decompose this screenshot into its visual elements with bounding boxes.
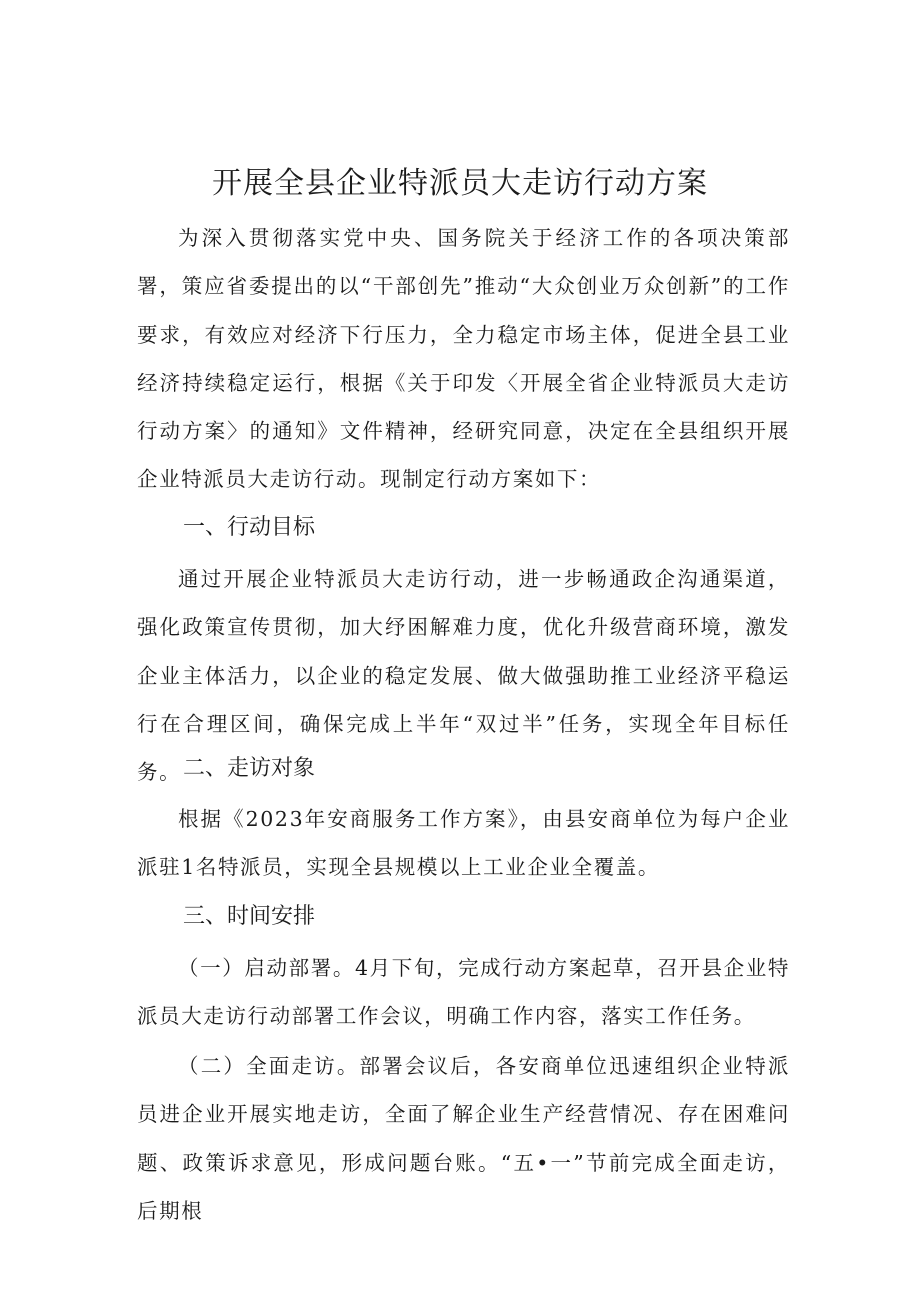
section-heading-targets: 二、走访对象 bbox=[183, 756, 316, 781]
document-title: 开展全县企业特派员大走访行动方案 bbox=[212, 166, 708, 202]
schedule-item-visits: （二）全面走访。部署会议后，各安商单位迅速组织企业特派员进企业开展实地走访，全面了解企业生产经营情况、存在困难问题、政策诉求意见，形成问题台账。“五•一”节前完成全面走访，后期根 bbox=[137, 1054, 790, 1223]
section-body-goals: 通过开展企业特派员大走访行动，进一步畅通政企沟通渠道，强化政策宣传贯彻，加大纾困解难力度，优化升级营商环境，激发企业主体活力，以企业的稳定发展、做大做强助推工业经济平稳运行在合理区间，确保完成上半年“双过半”任务，实现全年目标任务。 bbox=[137, 567, 790, 785]
section-heading-goals: 一、行动目标 bbox=[183, 515, 316, 540]
intro-paragraph: 为深入贯彻落实党中央、国务院关于经济工作的各项决策部署，策应省委提出的以“干部创先”推动“大众创业万众创新”的工作要求，有效应对经济下行压力，全力稳定市场主体，促进全县工业经济持续稳定运行，根据《关于印发〈开展全省企业特派员大走访行动方案〉的通知》文件精神，经研究同意，决定在全县组织开展企业特派员大走访行动。现制定行动方案如下： bbox=[137, 226, 790, 492]
schedule-item-launch: （一）启动部署。4月下旬，完成行动方案起草，召开县企业特派员大走访行动部署工作会议，明确工作内容，落实工作任务。 bbox=[137, 956, 790, 1029]
section-heading-schedule: 三、时间安排 bbox=[183, 904, 316, 929]
section-body-targets: 根据《2023年安商服务工作方案》，由县安商单位为每户企业派驻1名特派员，实现全县规模以上工业企业全覆盖。 bbox=[137, 807, 790, 880]
